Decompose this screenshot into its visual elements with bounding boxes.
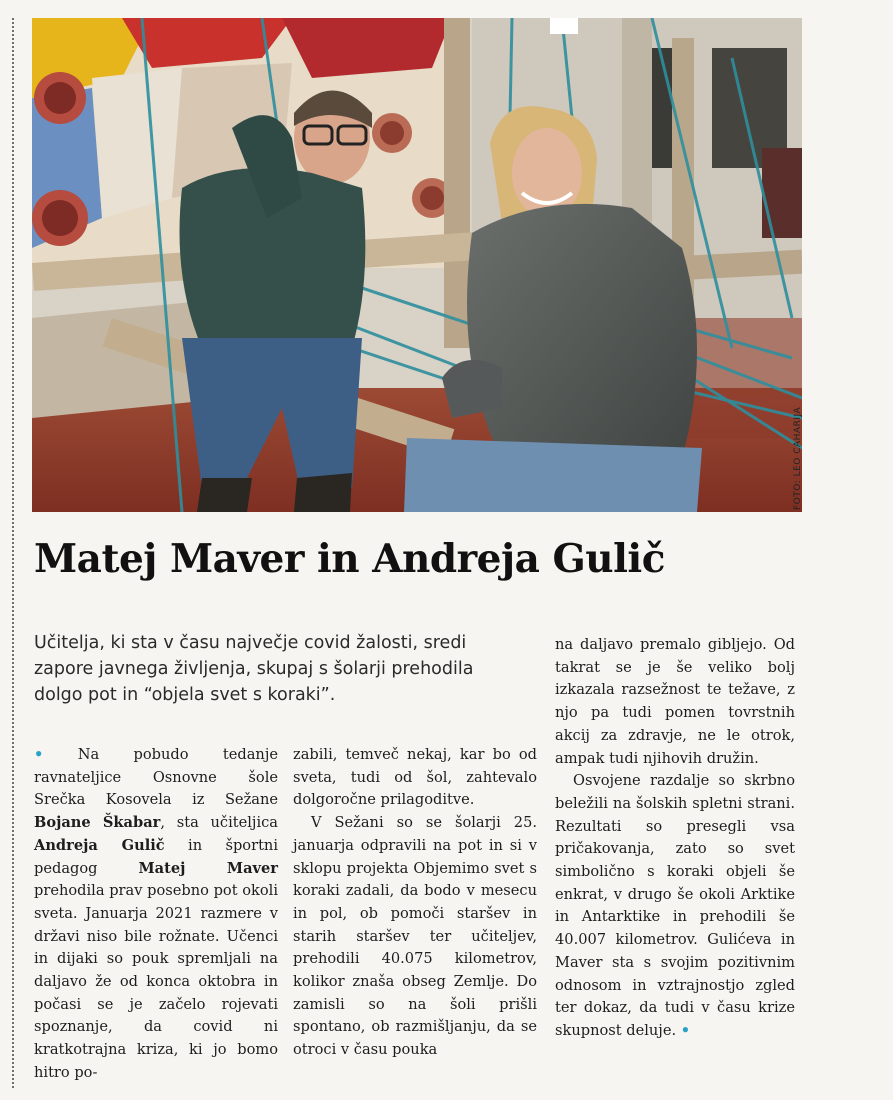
body-text: Osvojene razdalje so skrbno beležili na šolskih spletni strani. Rezultati so presegli vsa pričakovanja, zato so svet simbolično s koraki objeli še enkrat, v drugo še okoli Arktike in Antarktike in prehodili še 40.007 kilometrov. Gulićeva in Maver sta s svojim pozitivnim odnosom in vztrajnostjo zgled ter dokaz, da tudi v času krize skupnost deluje.	[555, 772, 795, 1039]
article-photo	[32, 18, 802, 512]
person-name: Andreja Gulič	[34, 836, 165, 854]
body-paragraph: zabili, temveč nekaj, kar bo od sveta, tudi od šol, zahtevalo dolgoročne prilagoditve.	[293, 746, 537, 809]
column-dotted-rule	[12, 18, 14, 1088]
body-column-3	[555, 634, 795, 1043]
photo-credit: FOTO: LEO CAHARIJA	[793, 406, 803, 510]
person-name: Bojane Škabar	[34, 814, 161, 832]
body-column-1	[34, 744, 278, 1085]
body-text: , sta učiteljica	[160, 814, 278, 832]
body-text: prehodila prav posebno pot okoli sveta. Januarja 2021 razmere v državi niso bile rožnate. Učenci in dijaki so pouk spremljali na daljavo že od konca oktobra in počasi se je začelo rojevati spoznanje, da covid ni kratkotrajna kriza, ki jo bomo hitro po-	[34, 882, 278, 1081]
body-text: Na pobudo tedanje ravnateljice Osnovne šole Srečka Kosovela iz Sežane	[34, 746, 278, 809]
bullet-start-icon: •	[34, 746, 44, 763]
body-column-2	[293, 744, 537, 1062]
bullet-end-icon: •	[680, 1021, 691, 1039]
person-name: Matej Maver	[138, 859, 278, 877]
body-text: in športni pedagog	[34, 836, 278, 877]
body-paragraph: V Sežani so se šolarji 25. januarja odpravili na pot in si v sklopu projekta Objemimo svet s koraki zadali, da bodo v mesecu in pol, ob pomoči staršev in starih staršev ter učiteljev, prehodili 40.075 kilometrov, kolikor znaša obseg Zemlje. Do zamisli so na šoli prišli spontano, ob razmišljanju, da se otroci v času pouka	[293, 814, 537, 1059]
article-headline: Matej Maver in Andreja Gulič	[34, 536, 665, 582]
article-lead: Učitelja, ki sta v času največje covid žalosti, sredi zapore javnega življenja, skupaj s šolarji prehodila dolgo pot in “objela svet s koraki”.	[34, 633, 474, 705]
body-paragraph	[555, 770, 795, 1042]
body-paragraph: na daljavo premalo gibljejo. Od takrat se je še veliko bolj izkazala razsežnost te težave, z njo pa tudi pomen tovrstnih akcij za zdravje, ne le otrok, ampak tudi njihovih družin.	[555, 636, 795, 767]
body-paragraph	[34, 744, 278, 1085]
